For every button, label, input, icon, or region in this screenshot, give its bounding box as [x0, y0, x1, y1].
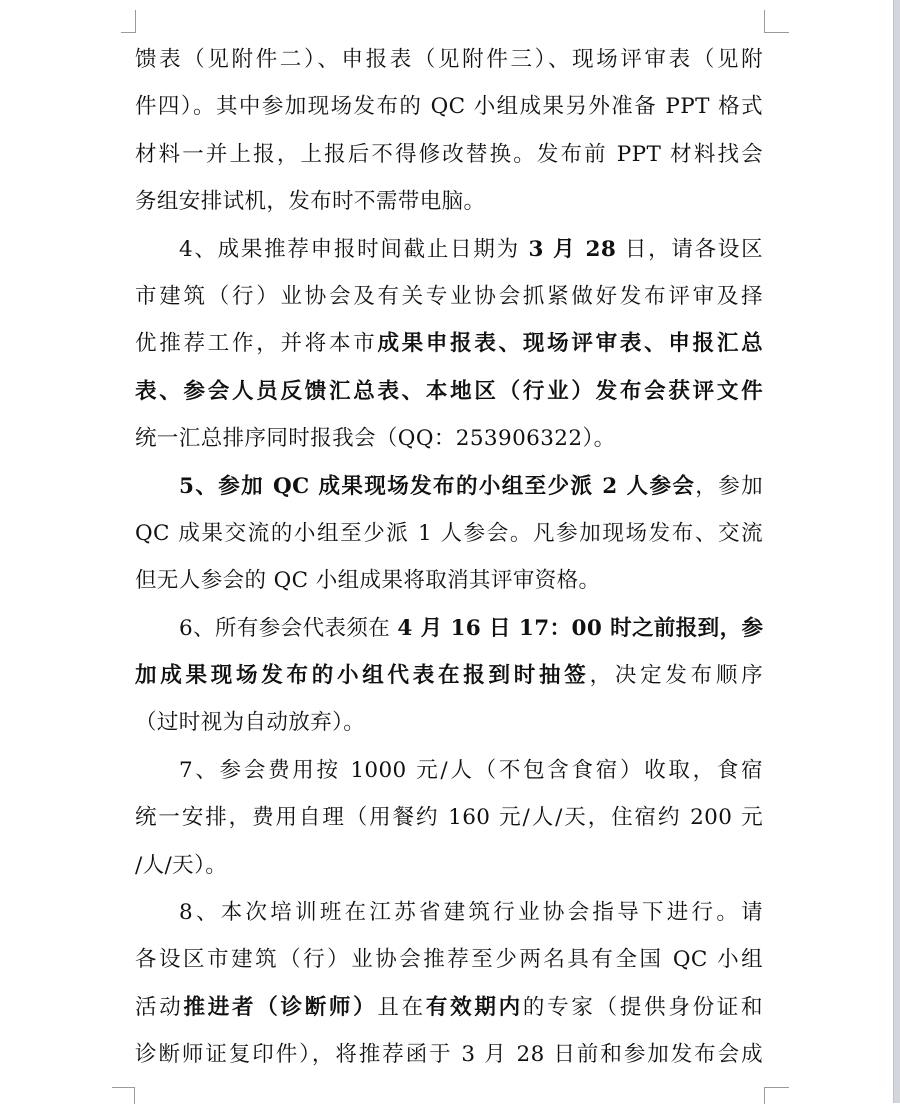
text-segment: 但无人参会的 QC 小组成果将取消其评审资格。 [135, 568, 601, 594]
text-line [135, 36, 763, 83]
document-body [135, 36, 763, 1079]
text-segment: 务组安排试机，发布时不需带电脑。 [135, 189, 486, 215]
text-line [135, 320, 763, 367]
bold-text-segment: 成果申报表、现场评审表、申报汇总 [377, 331, 763, 357]
text-segment: /人/天）。 [135, 852, 228, 878]
text-line [135, 652, 763, 699]
page-corner-mark-bottom-right [764, 1087, 789, 1104]
text-segment: 件四）。其中参加现场发布的 QC 小组成果另外准备 PPT 格式 [135, 94, 763, 120]
text-segment: 4、成果推荐申报时间截止日期为 [179, 236, 529, 262]
text-segment: 的专家（提供身份证和 [522, 994, 763, 1020]
text-segment: 材料一并上报，上报后不得修改替换。发布前 PPT 材料找会 [135, 141, 763, 167]
bold-text-segment: 表、参会人员反馈汇总表、本地区（行业）发布会获评文件 [135, 378, 763, 404]
bold-text-segment: 有效期内 [425, 994, 523, 1020]
bold-text-segment: 加成果现场发布的小组代表在报到时抽签 [135, 663, 590, 689]
bold-text-segment: 3 月 28 [528, 236, 617, 262]
text-segment: 诊断师证复印件），将推荐函于 3 月 28 日前和参加发布会成 [135, 1042, 763, 1068]
text-segment: 且在 [377, 994, 426, 1020]
text-segment: 馈表（见附件二）、申报表（见附件三）、现场评审表（见附 [135, 47, 763, 72]
text-line [135, 131, 763, 178]
text-line [135, 936, 763, 983]
text-line [135, 605, 763, 652]
text-line [135, 368, 763, 415]
text-segment: 优推荐工作，并将本市 [135, 331, 378, 357]
text-line [135, 463, 763, 510]
text-line [135, 889, 763, 936]
text-line [135, 273, 763, 320]
text-segment: 活动 [135, 994, 184, 1020]
text-segment: ，参加 [695, 473, 763, 499]
text-line [135, 747, 763, 794]
text-segment: 各设区市建筑（行）业协会推荐至少两名具有全国 QC 小组 [135, 947, 763, 973]
bold-text-segment: 4 月 16 日 17：00 时之前报到，参 [397, 615, 764, 641]
text-line [135, 1031, 763, 1078]
text-line [135, 699, 763, 746]
page-corner-mark-top-right [764, 10, 789, 33]
text-line [135, 415, 763, 462]
text-line [135, 226, 763, 273]
text-segment: 统一安排，费用自理（用餐约 160 元/人/天，住宿约 200 元 [135, 805, 763, 831]
window-right-edge [893, 0, 900, 1103]
text-line [135, 510, 763, 557]
text-segment: QC 成果交流的小组至少派 1 人参会。凡参加现场发布、交流 [135, 520, 763, 546]
text-segment: 日，请各设区 [616, 236, 764, 262]
bold-text-segment: 5、参加 QC 成果现场发布的小组至少派 2 人参会 [179, 473, 696, 499]
page-corner-mark-bottom-left [112, 1087, 135, 1104]
text-segment: 6、所有参会代表须在 [179, 615, 398, 641]
text-line [135, 83, 763, 130]
text-line [135, 794, 763, 841]
text-line [135, 842, 763, 889]
text-segment: （过时视为自动放弃）。 [135, 710, 366, 736]
text-segment: 8、本次培训班在江苏省建筑行业协会指导下进行。请 [179, 900, 763, 926]
text-segment: 市建筑（行）业协会及有关专业协会抓紧做好发布评审及择 [135, 283, 763, 309]
page-corner-mark-top-left [121, 10, 136, 33]
text-line [135, 984, 763, 1031]
bold-text-segment: 推进者（诊断师） [183, 994, 378, 1020]
text-line [135, 557, 763, 604]
text-segment: 7、参会费用按 1000 元/人（不包含食宿）收取，食宿 [179, 757, 763, 783]
text-line [135, 178, 763, 225]
text-segment: ，决定发布顺序 [589, 663, 763, 689]
text-segment: 统一汇总排序同时报我会（QQ：253906322）。 [135, 426, 616, 452]
